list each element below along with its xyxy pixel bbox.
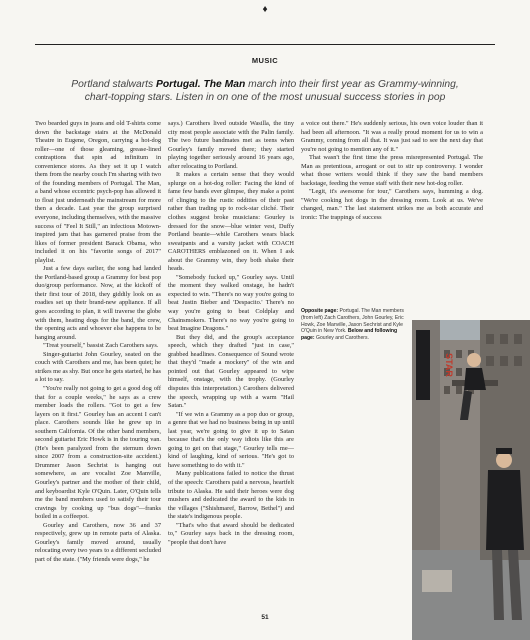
body-column-2 bbox=[168, 120, 294, 547]
paragraph: Gourley and Carothers, now 36 and 37 respectively, grew up in remote parts of Alaska. Gourley's family moved around, usually relocating every two years to a different secluded part of the state. ("My friends were dogs," he bbox=[35, 521, 161, 563]
paragraph: "You're really not going to get a good dog off that for a couple weeks," he says as a crew member loads the rollers. "Got to get a few layers on it first." Gourley has an accent I can't place. Carothers sounds like he grew up in southern California. Of the other band members, second guitarist Eric Howk is in the touring van. (He's been paralyzed from the sternum down since 2007 from a construction-site accident.) Drummer Jason Sechrist is hanging out somewhere, as are vocalist Zoe Manville, Gourley's partner and the mother of their child, and keyboardist Kyle O'Quin. Later, O'Quin tells me the band members used to satisfy their tour cravings by cooking up "bus dogs"—franks boiled in a coffeepot. bbox=[35, 384, 161, 521]
street-kiosk bbox=[422, 570, 452, 592]
caption-text: Portugal. The Man members (from left) Zach Carothers, John Gourley, Eric Howk, Zoe Manville, Jason Sechrist and Kyle O'Quin in New York. bbox=[301, 308, 404, 335]
paragraph: Many publications failed to notice the thrust of the speech: Carothers paid a nervous, heartfelt tribute to Alaska. He said their heroes were dog mushers and dedicated the award to the kids in the villages ("Shishmaref, Barrow, Bethel") and the state's indigenous people. bbox=[168, 470, 294, 521]
caption-text-2: Gourley and Carothers. bbox=[314, 335, 369, 342]
paragraph: That wasn't the first time the press misrepresented Portugal. The Man as pretentious, arrogant or out to stir up controversy. I wonder what those writers would think if they saw the band members backstage, feeding the venue staff with their new hot-dog roller. bbox=[301, 154, 483, 187]
figure-1-head bbox=[467, 353, 481, 367]
body-column-1 bbox=[35, 120, 161, 564]
paragraph: says.) Carothers lived outside Wasilla, the tiny city most people associate with the Palin family. The two future bandmates met as teens when Gourley's family moved there; they started playing together seriously around 16 years ago, after relocating to Portland. bbox=[168, 120, 294, 170]
dek-after: march into their first year as Grammy-winning, chart-topping stars. Listen in on one of the most unusual success stories in pop bbox=[84, 79, 459, 103]
paragraph: Just a few days earlier, the song had landed the Portland-based group a Grammy for best pop duo/group performance. Now, at the kickoff of their first tour of 2018, they giddily look on as roadies set up their brand-new appliance. If all goes according to plan, it will traverse the globe with them, heating dogs for the band, the crew, the opening acts and whoever else happens to be hanging around. bbox=[35, 265, 161, 341]
dek-before: Portland stalwarts bbox=[71, 79, 156, 90]
theatre-sign-text: STAR bbox=[444, 353, 454, 377]
bunny-logo-icon: ♦ bbox=[262, 4, 268, 15]
theatre-sign bbox=[416, 330, 430, 400]
page-number: 51 bbox=[261, 614, 269, 621]
figure-2-jacket bbox=[486, 470, 524, 550]
paragraph: a voice out there." He's suddenly serious, his own voice louder than it had been all afternoon. "It was a really proud moment for us to win a Grammy, coming from all that. It was just sad to see the next day that you're not going to mention any of it." bbox=[301, 120, 483, 153]
dek bbox=[70, 78, 460, 104]
paragraph: "That's who that award should be dedicated to," Gourley says back in the dressing room, "people that don't have bbox=[168, 521, 294, 546]
paragraph: It makes a certain sense that they would splurge on a hot-dog roller: Facing the kind of fame few bands ever glimpse, they make a point of clinging to the rustic oddities of their past rather than trading up to rock-star cliché. Their clothes suggest broke musicians: Gourley is dressed for the snow—blue winter vest, Duffy Portland beanie—while Carothers wears black sweatpants and a varsity jacket with COACH CAROTHERS emblazoned on it. When I ask about the Grammy win, they both shake their heads. bbox=[168, 171, 294, 273]
paragraph: "If we win a Grammy as a pop duo or group, a genre that we had no business being in up until last year, we're going to give it up to Satan because that's the only way idiots like this are going to get on that stage," Gourley tells me—kind of laughing, kind of serious. "He's got to have something to do with it." bbox=[168, 410, 294, 469]
paragraph: "Somebody fucked up," Gourley says. Until the moment they walked onstage, he hadn't expected to win. "There's no way you're going to beat Justin Bieber and 'Despacito.' There's no way you're going to beat Coldplay and Chainsmokers. There's no way you're going to beat Imagine Dragons." bbox=[168, 273, 294, 333]
dek-band: Portugal. The Man bbox=[156, 79, 246, 90]
paragraph: Two bearded guys in jeans and old T-shirts come down the backstage stairs at the McDonald Theatre in Eugene, Oregon, carrying a hot-dog roller—one of those gleaming, grease-lined contraptions that spin ad infinitum in convenience stores. As they set it up I watch them from the nearby couch I'm sharing with two of the founding members of Portugal. The Man, a band whose eccentric psych-pop has allowed it to float just underneath the mainstream for more then a decade. Last year the group surprised everyone, including themselves, with the massive success of "Feel It Still," an infectious Motown-inspired jam that has garnered praise from the likes of former president Barack Obama, who included it on his "favorite songs of 2017" playlist. bbox=[35, 120, 161, 264]
top-rule bbox=[35, 44, 495, 45]
section-label: MUSIC bbox=[251, 56, 279, 65]
figure-2-beanie bbox=[496, 448, 512, 454]
street-photo bbox=[412, 320, 530, 640]
caption-lead-2: Below and following page: bbox=[301, 328, 398, 342]
caption-lead: Opposite page: bbox=[301, 308, 339, 314]
street bbox=[412, 550, 530, 640]
body-column-3 bbox=[301, 120, 483, 223]
paragraph: Singer-guitarist John Gourley, seated on the couch with Carothers and me, has been quiet; he strikes me as shy. But once he gets started, he has a lot to say. bbox=[35, 350, 161, 384]
photo-caption bbox=[301, 308, 411, 342]
figure-2-head bbox=[496, 452, 512, 468]
paragraph: "Legit, it's awesome for tour," Carothers says, humming a dog. "We're cooking hot dogs in the dressing room. Look at us. We've changed, man." The last statement strikes me as both accurate and ironic: The trappings of success bbox=[301, 188, 483, 222]
street-photo-illustration bbox=[412, 320, 530, 640]
paragraph: "Treat yourself," bassist Zach Carothers says. bbox=[43, 342, 159, 350]
paragraph: But they did, and the group's acceptance speech, which they drafted "just in case," grabbed headlines. Consequence of Sound wrote that they'd "made a mockery" of the win and pointed out that Gourley appeared to wipe himself, onstage, with the trophy. (Gourley disputes this interpretation.) Carothers delivered the speech, wrapping up with a warm "Hail Satan." bbox=[168, 333, 294, 410]
